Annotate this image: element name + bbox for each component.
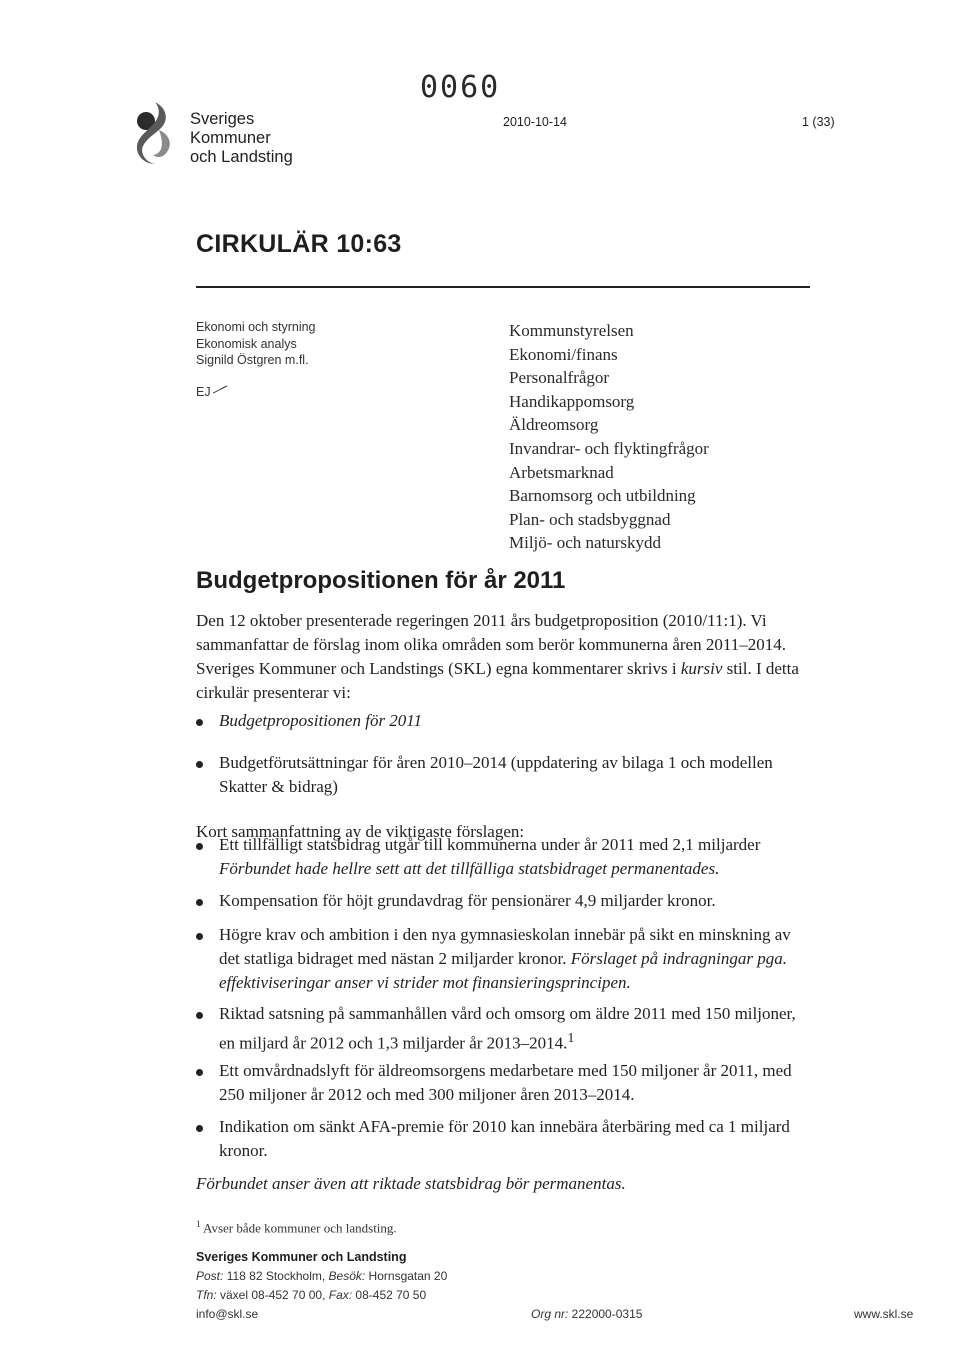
footer-address (196, 1269, 447, 1283)
org-name-line-3: och Landsting (190, 148, 293, 166)
org-name-line-2: Kommuner (190, 129, 271, 147)
phone-value: växel 08-452 70 00, (216, 1288, 329, 1302)
footnote-reference: 1 (567, 1030, 575, 1046)
contents-item-text: Budgetpropositionen för 2011 (219, 711, 423, 730)
summary-item-text: Kompensation för höjt grundavdrag för pensionärer 4,9 miljarder kronor. (219, 891, 716, 910)
visit-label: Besök: (328, 1269, 366, 1283)
recipient-item: Plan- och stadsbyggnad (509, 509, 671, 529)
recipient-item: Invandrar- och flyktingfrågor (509, 438, 709, 458)
footer-email: info@skl.se (196, 1307, 259, 1321)
sender-unit: Ekonomisk analys (196, 336, 297, 351)
summary-item-text: Högre krav och ambition i den nya gymnasieskolan innebär på sikt en minskning av det statliga bidraget med nästan 2 miljarder kronor. (219, 925, 791, 968)
recipient-list (509, 319, 709, 555)
summary-item-comment: Förbundet hade hellre sett att det tillfälliga statsbidraget permanentades. (219, 859, 720, 878)
orgnr-label: Org nr: (531, 1307, 569, 1321)
organization-name (190, 110, 293, 167)
footer-organization: Sveriges Kommuner och Landsting (196, 1250, 407, 1264)
bullet-icon (196, 933, 203, 940)
main-heading: Budgetpropositionen för år 2011 (196, 567, 566, 594)
sender-department: Ekonomi och styrning (196, 320, 316, 334)
bullet-icon (196, 843, 203, 850)
recipient-item: Ekonomi/finans (509, 344, 618, 364)
intro-text-end: stil. I detta cirkulär presenterar vi: (196, 659, 799, 702)
list-item (196, 1002, 810, 1056)
recipient-item: Barnomsorg och utbildning (509, 486, 696, 506)
intro-text: Den 12 oktober presenterade regeringen 2011 års budgetproposition (2010/11:1). Vi sammanfattar de förslag inom olika områden som berör kommunerna åren 2011–2014. Sveriges Kommuner och Landstings (SKL) egna kommentarer skrivs i (196, 611, 786, 678)
post-value: 118 82 Stockholm, (223, 1269, 329, 1283)
summary-heading: Kort sammanfattning av de viktigaste förslagen: (196, 822, 525, 841)
visit-value: Hornsgatan 20 (365, 1269, 448, 1283)
recipient-item: Arbetsmarknad (509, 462, 614, 482)
header-divider (196, 286, 810, 288)
sender-author: Signild Östgren m.fl. (196, 353, 309, 367)
sender-block (196, 319, 316, 369)
contents-list (196, 709, 810, 799)
handwritten-initials (196, 385, 228, 399)
list-item (196, 1115, 810, 1163)
initials-text: EJ (196, 385, 211, 399)
orgnr-value: 222000-0315 (568, 1307, 643, 1321)
closing-statement (196, 1172, 810, 1196)
archive-stamp: 0060 (420, 70, 501, 105)
recipient-item: Kommunstyrelsen (509, 321, 634, 340)
skl-logo-icon (133, 100, 177, 166)
recipient-item: Äldreomsorg (509, 415, 599, 435)
list-item (196, 833, 810, 881)
summary-item-text: Indikation om sänkt AFA-premie för 2010 kan innebära återbäring med ca 1 miljard kronor. (219, 1117, 790, 1160)
bullet-icon (196, 1069, 203, 1076)
fax-label: Fax: (328, 1288, 353, 1302)
summary-item-comment: Förslaget på indragningar pga. effektiviseringar anser vi strider mot finansieringsprincipen. (219, 949, 788, 992)
document-date: 2010-10-14 (503, 115, 567, 129)
recipient-item: Miljö- och naturskydd (509, 533, 662, 553)
footnote-number: 1 (196, 1219, 201, 1229)
bullet-icon (196, 761, 203, 768)
footer-phone (196, 1288, 426, 1302)
initials-stroke-icon (212, 385, 228, 395)
summary-item-text: Ett tillfälligt statsbidrag utgår till kommunerna under år 2011 med 2,1 miljarder (219, 835, 761, 854)
fax-value: 08-452 70 50 (352, 1288, 427, 1302)
page-count: 1 (33) (802, 115, 835, 129)
summary-item-text: Riktad satsning på sammanhållen vård och omsorg om äldre 2011 med 150 miljoner, en miljard år 2012 och 1,3 miljarder år 2013–2014. (219, 1004, 796, 1053)
intro-paragraph (196, 609, 810, 705)
phone-label: Tfn: (196, 1288, 217, 1302)
contents-item-text: Budgetförutsättningar för åren 2010–2014 (uppdatering av bilaga 1 och modellen Skatter & bidrag) (219, 753, 773, 796)
recipient-item: Personalfrågor (509, 368, 610, 388)
bullet-icon (196, 1125, 203, 1132)
list-item (196, 709, 810, 733)
footnote-text: Avser både kommuner och landsting. (200, 1220, 397, 1236)
bullet-icon (196, 1012, 203, 1019)
recipient-item: Handikappomsorg (509, 391, 635, 411)
footer-website: www.skl.se (854, 1307, 914, 1321)
intro-italic-word: kursiv (680, 659, 723, 678)
list-item (196, 923, 810, 995)
list-item (196, 751, 810, 799)
footer-org-number (531, 1307, 642, 1321)
circular-title: CIRKULÄR 10:63 (196, 230, 402, 258)
footnote (196, 1219, 397, 1236)
list-item (196, 889, 810, 913)
summary-item-text: Ett omvårdnadslyft för äldreomsorgens medarbetare med 150 miljoner år 2011, med 250 miljoner år 2012 och med 300 miljoner åren 2013–2014. (219, 1061, 792, 1104)
bullet-icon (196, 719, 203, 726)
post-label: Post: (196, 1269, 224, 1283)
list-item (196, 1059, 810, 1107)
bullet-icon (196, 899, 203, 906)
org-name-line-1: Sveriges (190, 110, 255, 128)
closing-text: Förbundet anser även att riktade statsbidrag bör permanentas. (196, 1174, 626, 1193)
